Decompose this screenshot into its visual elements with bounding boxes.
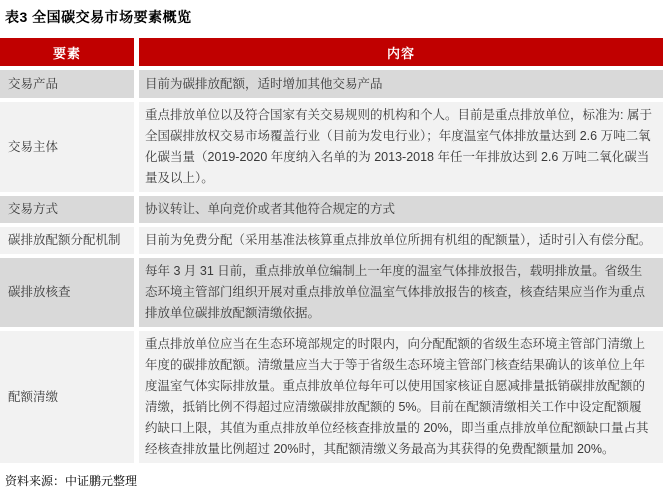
content-cell: 目前为碳排放配额，适时增加其他交易产品 [139,70,663,98]
elements-table [0,38,663,463]
header-cell-content: 内容 [139,38,663,66]
table-row-trading-entities [0,102,663,192]
element-label-cell: 碳排放核查 [0,258,134,327]
table-row-emission-verification [0,258,663,327]
table-row-quota-settlement [0,331,663,463]
element-label-cell: 碳排放配额分配机制 [0,227,134,254]
table-title: 表3 全国碳交易市场要素概览 [5,9,192,25]
table-row-quota-allocation [0,227,663,254]
table-header-row [0,38,663,66]
table-row-trading-products [0,70,663,98]
element-label-cell: 交易产品 [0,70,134,98]
content-cell: 目前为免费分配（采用基准法核算重点排放单位所拥有机组的配额量），适时引入有偿分配。 [139,227,663,254]
header-cell-element: 要素 [0,38,134,66]
element-label-cell: 交易方式 [0,196,134,223]
content-cell: 重点排放单位应当在生态环境部规定的时限内，向分配配额的省级生态环境主管部门清缴上年度的碳排放配额。清缴量应当大于等于省级生态环境主管部门核查结果确认的该单位上年度温室气体实际排放量。重点排放单位每年可以使用国家核证自愿减排量抵销碳排放配额的清缴，抵销比例不得超过应清缴碳排放配额的 5%。目前在配额清缴相关工作中设定配额履约缺口上限，其值为重点排放单位经核查排放量的 20%，即当重点排放单位配额缺口量占其经核查排放量比例超过 20%时，其配额清缴义务最高为其获得的免费配额量加 20%。 [139,331,663,463]
element-label-cell: 配额清缴 [0,331,134,463]
report-page [0,7,663,488]
element-label-cell: 交易主体 [0,102,134,192]
source-note: 资料来源：中证鹏元整理 [5,474,138,488]
content-cell: 重点排放单位以及符合国家有关交易规则的机构和个人。目前是重点排放单位，标准为: 属于全国碳排放权交易市场覆盖行业（目前为发电行业）；年度温室气体排放量达到 2.6 万吨二氧化碳当量（2019-2020 年度纳入名单的为 2013-2018 年任一年排放达到 2.6 万吨二氧化碳当量及以上）。 [139,102,663,192]
table-row-trading-methods [0,196,663,223]
table-body [0,70,663,463]
content-cell: 每年 3 月 31 日前，重点排放单位编制上一年度的温室气体排放报告，载明排放量。省级生态环境主管部门组织开展对重点排放单位温室气体排放报告的核查，核查结果应当作为重点排放单位碳排放配额清缴依据。 [139,258,663,327]
content-cell: 协议转让、单向竞价或者其他符合规定的方式 [139,196,663,223]
